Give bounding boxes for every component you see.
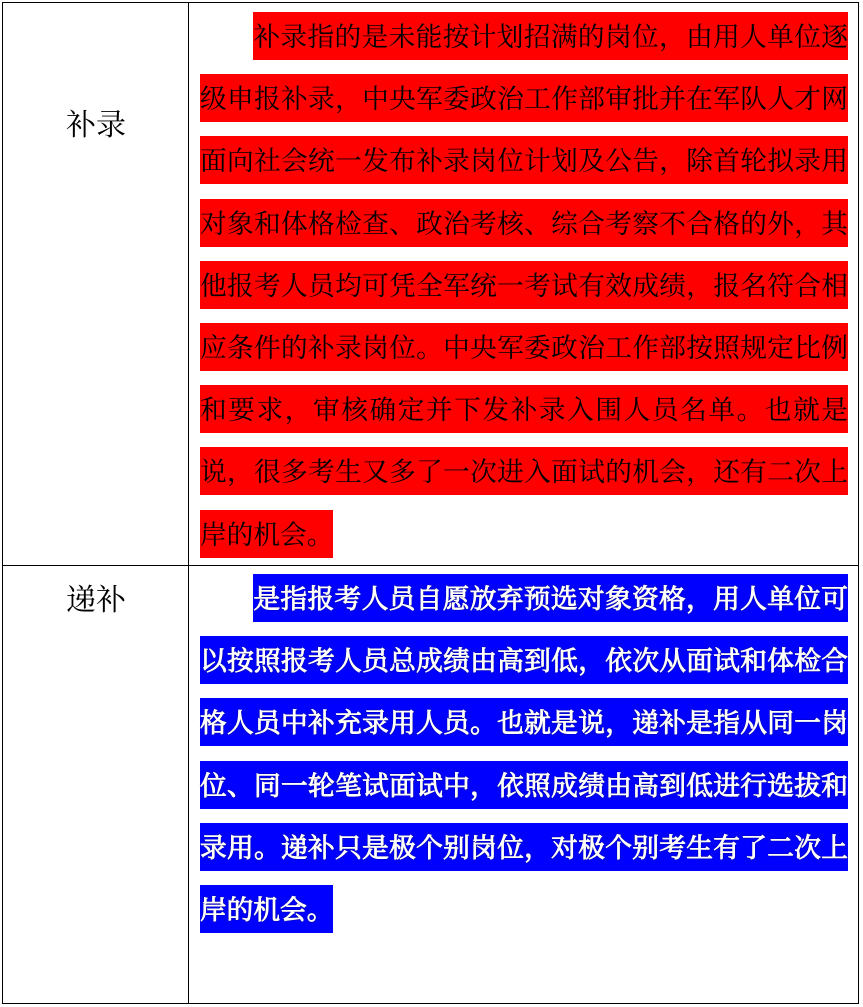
term-cell (3, 566, 189, 1003)
term-label: 递补 (66, 583, 126, 618)
terms-table (2, 2, 859, 1004)
definition-paragraph (200, 7, 848, 567)
table-row-buliu (3, 3, 858, 566)
definition-cell (190, 3, 858, 565)
definition-paragraph (200, 569, 848, 942)
definition-text-highlighted: 是指报考人员自愿放弃预选对象资格，用人单位可以按照报考人员总成绩由高到低，依次从面试和体检合格人员中补充录用人员。也就是说，递补是指从同一岗位、同一轮笔试面试中，依照成绩由高到低进行选拔和录用。递补只是极个别岗位，对极个别考生有了二次上岸的机会。 (200, 574, 848, 933)
term-cell (3, 3, 189, 565)
term-label: 补录 (66, 108, 126, 143)
definition-text-highlighted: 补录指的是未能按计划招满的岗位，由用人单位逐级申报补录，中央军委政治工作部审批并在军队人才网面向社会统一发布补录岗位计划及公告，除首轮拟录用对象和体格检查、政治考核、综合考察不合格的外，其他报考人员均可凭全军统一考试有效成绩，报名符合相应条件的补录岗位。中央军委政治工作部按照规定比例和要求，审核确定并下发补录入围人员名单。也就是说，很多考生又多了一次进入面试的机会，还有二次上岸的机会。 (200, 12, 848, 558)
definition-cell (190, 566, 858, 1003)
table-row-dibu (3, 566, 858, 1003)
